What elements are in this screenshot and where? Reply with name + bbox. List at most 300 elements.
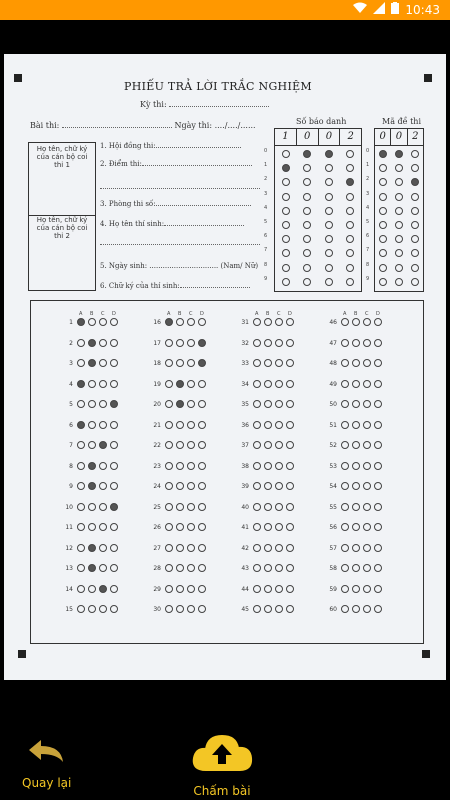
answer-grid	[31, 301, 423, 643]
answer-bubble	[176, 318, 184, 326]
answer-bubble	[77, 421, 85, 429]
ma-de-label: Mã đề thi	[382, 117, 422, 126]
id-digit-label: 9	[264, 275, 268, 282]
question-number: 51	[329, 421, 337, 429]
answer-bubble	[110, 339, 118, 347]
answer-bubble	[99, 482, 107, 490]
question-number: 1	[69, 319, 73, 326]
wifi-icon	[353, 2, 367, 17]
question-number: 27	[153, 544, 161, 552]
answer-bubble	[198, 523, 206, 531]
answer-bubble	[198, 605, 206, 613]
answer-bubble	[198, 544, 206, 552]
question-number: 23	[153, 462, 161, 470]
answer-bubble	[363, 380, 371, 388]
answer-bubble	[374, 400, 382, 408]
id-bubble	[411, 164, 419, 172]
choice-header: C	[101, 311, 105, 317]
answer-bubble	[77, 441, 85, 449]
answer-bubble	[363, 482, 371, 490]
sbd-label: Số báo danh	[296, 117, 347, 126]
id-bubble	[411, 150, 419, 158]
answer-bubble	[264, 503, 272, 511]
answer-bubble	[198, 585, 206, 593]
answer-bubble	[275, 544, 283, 552]
answer-bubble	[187, 523, 195, 531]
id-bubble	[379, 150, 387, 158]
sbd-grid	[274, 128, 362, 292]
answer-bubble	[341, 462, 349, 470]
answer-bubble	[286, 482, 294, 490]
answer-bubble	[352, 585, 360, 593]
answer-bubble	[286, 564, 294, 572]
answer-bubble	[286, 400, 294, 408]
sbd-cells	[275, 129, 361, 146]
id-bubble	[411, 264, 419, 272]
id-bubble	[282, 278, 290, 286]
answer-bubble	[374, 523, 382, 531]
answer-bubble	[275, 421, 283, 429]
question-number: 25	[153, 503, 161, 511]
id-bubble	[303, 193, 311, 201]
answer-bubble	[187, 318, 195, 326]
answer-bubble	[374, 421, 382, 429]
answer-bubble	[88, 523, 96, 531]
answer-bubble	[110, 585, 118, 593]
answer-bubble	[264, 523, 272, 531]
answer-bubble	[253, 523, 261, 531]
answer-bubble	[275, 339, 283, 347]
answer-bubble	[88, 318, 96, 326]
id-bubble	[411, 207, 419, 215]
answer-bubble	[88, 482, 96, 490]
answer-bubble	[165, 421, 173, 429]
ky-thi-label: Kỳ thi:	[140, 100, 269, 109]
answer-bubble	[275, 441, 283, 449]
id-bubble	[282, 249, 290, 257]
choice-header: B	[354, 311, 358, 317]
corner-marker	[18, 650, 26, 658]
answer-bubble	[99, 605, 107, 613]
question-number: 31	[241, 319, 249, 326]
answer-bubble	[187, 462, 195, 470]
answer-bubble	[341, 441, 349, 449]
question-number: 59	[329, 585, 337, 593]
answer-bubble	[77, 380, 85, 388]
answer-bubble	[110, 380, 118, 388]
field-diem-thi: 2. Điểm thi:	[100, 160, 265, 168]
question-number: 7	[69, 442, 73, 449]
answer-bubble	[198, 359, 206, 367]
answer-bubble	[286, 544, 294, 552]
id-bubble	[379, 278, 387, 286]
status-icons	[353, 2, 440, 17]
answer-bubble	[352, 544, 360, 552]
answer-bubble	[88, 339, 96, 347]
id-bubble	[395, 150, 403, 158]
answer-bubble	[88, 585, 96, 593]
answer-bubble	[176, 421, 184, 429]
field-line	[100, 244, 260, 245]
id-bubble	[325, 221, 333, 229]
answer-bubble	[352, 482, 360, 490]
answer-bubble	[176, 462, 184, 470]
answer-bubble	[363, 503, 371, 511]
answer-bubble	[352, 605, 360, 613]
id-bubble	[411, 221, 419, 229]
id-bubble	[325, 235, 333, 243]
field-ngay-sinh: 5. Ngày sinh: ............................... (Nam/ Nữ)	[100, 262, 259, 270]
answer-bubble	[264, 462, 272, 470]
answer-bubble	[352, 523, 360, 531]
answer-bubble	[165, 462, 173, 470]
answer-bubble	[77, 339, 85, 347]
answer-bubble	[253, 482, 261, 490]
id-digit-cell: 2	[412, 131, 419, 142]
id-bubble	[395, 249, 403, 257]
answer-bubble	[352, 318, 360, 326]
answer-bubble	[176, 503, 184, 511]
answer-bubble	[363, 544, 371, 552]
answer-bubble	[374, 339, 382, 347]
answer-bubble	[253, 318, 261, 326]
answer-bubble	[187, 482, 195, 490]
question-number: 48	[329, 360, 337, 367]
answer-bubble	[198, 339, 206, 347]
id-bubble	[282, 207, 290, 215]
question-number: 18	[153, 360, 161, 367]
answer-bubble	[165, 544, 173, 552]
id-bubble	[282, 164, 290, 172]
question-number: 33	[241, 360, 249, 367]
choice-header: D	[376, 311, 380, 317]
answer-bubble	[264, 544, 272, 552]
id-digit-label: 3	[264, 190, 268, 197]
question-number: 10	[65, 503, 73, 511]
answer-bubble	[88, 564, 96, 572]
id-digit-label: 7	[264, 247, 268, 254]
id-bubble	[346, 193, 354, 201]
question-number: 4	[69, 380, 73, 388]
id-digit-cell: 1	[275, 129, 297, 145]
answer-bubble	[275, 462, 283, 470]
answer-bubble	[99, 544, 107, 552]
answer-bubble	[341, 482, 349, 490]
answer-bubble	[99, 339, 107, 347]
answer-bubble	[88, 544, 96, 552]
answer-bubble	[165, 380, 173, 388]
id-digit-label: 0	[366, 148, 370, 154]
question-number: 47	[329, 339, 337, 347]
answer-bubble	[187, 585, 195, 593]
back-label: Quay lại	[22, 776, 72, 790]
answer-bubble	[99, 564, 107, 572]
answer-bubble	[341, 503, 349, 511]
question-number: 17	[153, 339, 161, 347]
answer-bubble	[165, 318, 173, 326]
answer-bubble	[264, 585, 272, 593]
answer-bubble	[176, 441, 184, 449]
answer-bubble	[110, 359, 118, 367]
question-number: 11	[65, 524, 73, 531]
answer-bubble	[110, 462, 118, 470]
answer-bubble	[352, 564, 360, 572]
question-number: 43	[241, 565, 249, 572]
answer-bubble	[253, 359, 261, 367]
id-bubble	[303, 207, 311, 215]
question-number: 3	[69, 360, 73, 367]
id-bubble	[325, 278, 333, 286]
made-grid	[374, 128, 424, 292]
answer-bubble	[352, 503, 360, 511]
answer-bubble	[374, 564, 382, 572]
corner-marker	[14, 74, 22, 82]
answer-bubble	[363, 318, 371, 326]
answer-bubble	[99, 318, 107, 326]
answer-bubble	[77, 359, 85, 367]
answer-bubble	[253, 544, 261, 552]
answer-bubble	[374, 544, 382, 552]
id-bubble	[395, 207, 403, 215]
answer-bubble	[99, 462, 107, 470]
answer-bubble	[374, 318, 382, 326]
answer-bubble	[110, 564, 118, 572]
answer-bubble	[165, 503, 173, 511]
id-bubble	[346, 150, 354, 158]
answer-bubble	[110, 605, 118, 613]
id-bubble	[325, 264, 333, 272]
answer-bubble	[286, 359, 294, 367]
answer-bubble	[264, 605, 272, 613]
answer-bubble	[286, 605, 294, 613]
answer-bubble	[88, 503, 96, 511]
answer-bubble	[187, 421, 195, 429]
id-bubble	[411, 193, 419, 201]
answer-bubble	[187, 564, 195, 572]
id-digit-label: 1	[366, 162, 370, 169]
id-bubble	[379, 178, 387, 186]
id-bubble	[346, 164, 354, 172]
question-number: 5	[69, 401, 73, 408]
question-number: 9	[69, 483, 73, 490]
id-bubble	[346, 278, 354, 286]
id-digit-label: 4	[366, 204, 370, 211]
id-bubble	[282, 235, 290, 243]
answer-bubble	[99, 441, 107, 449]
id-digit-label: 1	[264, 162, 268, 169]
field-phong-thi: 3. Phòng thi số:	[100, 200, 265, 208]
choice-header: A	[167, 311, 171, 317]
id-bubble	[411, 178, 419, 186]
question-number: 32	[241, 339, 249, 347]
answer-bubble	[264, 339, 272, 347]
id-bubble	[325, 207, 333, 215]
answer-area	[30, 300, 424, 644]
answer-bubble	[88, 380, 96, 388]
answer-bubble	[286, 380, 294, 388]
answer-bubble	[341, 400, 349, 408]
id-digit-cell: 0	[297, 129, 319, 145]
answer-bubble	[99, 523, 107, 531]
question-number: 2	[69, 339, 73, 347]
answer-bubble	[77, 482, 85, 490]
answer-bubble	[363, 564, 371, 572]
answer-bubble	[110, 503, 118, 511]
answer-bubble	[77, 523, 85, 531]
answer-bubble	[352, 359, 360, 367]
answer-bubble	[352, 441, 360, 449]
answer-bubble	[165, 400, 173, 408]
answer-bubble	[99, 380, 107, 388]
answer-bubble	[374, 605, 382, 613]
answer-bubble	[363, 421, 371, 429]
answer-bubble	[286, 339, 294, 347]
answer-bubble	[286, 503, 294, 511]
answer-bubble	[99, 585, 107, 593]
question-number: 60	[329, 606, 337, 613]
choice-header: C	[365, 311, 369, 317]
answer-bubble	[264, 318, 272, 326]
question-number: 41	[241, 524, 249, 531]
answer-bubble	[198, 441, 206, 449]
question-number: 16	[153, 319, 161, 326]
answer-bubble	[187, 380, 195, 388]
id-digit-cell: 0	[375, 129, 391, 145]
answer-bubble	[363, 462, 371, 470]
answer-bubble	[187, 605, 195, 613]
answer-bubble	[286, 462, 294, 470]
answer-bubble	[264, 421, 272, 429]
question-number: 8	[69, 462, 73, 470]
cloud-upload-icon	[190, 732, 254, 776]
answer-bubble	[363, 605, 371, 613]
question-number: 42	[241, 544, 249, 552]
id-bubble	[303, 178, 311, 186]
answer-bubble	[99, 503, 107, 511]
question-number: 22	[153, 442, 161, 449]
id-digit-label: 7	[366, 247, 370, 254]
answer-bubble	[341, 544, 349, 552]
choice-header: C	[277, 311, 281, 317]
answer-bubble	[187, 400, 195, 408]
undo-arrow-icon	[27, 738, 67, 768]
answer-bubble	[341, 359, 349, 367]
id-bubble	[303, 164, 311, 172]
answer-bubble	[88, 421, 96, 429]
question-number: 21	[153, 421, 161, 429]
id-bubble	[325, 178, 333, 186]
id-bubble	[303, 249, 311, 257]
id-bubble	[346, 178, 354, 186]
answer-bubble	[286, 421, 294, 429]
choice-header: D	[288, 311, 292, 317]
answer-bubble	[275, 359, 283, 367]
id-bubble	[346, 235, 354, 243]
answer-bubble	[275, 503, 283, 511]
answer-bubble	[187, 339, 195, 347]
choice-header: D	[200, 311, 204, 317]
status-time: 10:43	[405, 2, 440, 17]
answer-bubble	[176, 339, 184, 347]
question-number: 58	[329, 565, 337, 572]
answer-bubble	[363, 585, 371, 593]
answer-bubble	[275, 585, 283, 593]
question-number: 55	[329, 503, 337, 511]
answer-bubble	[187, 441, 195, 449]
question-number: 35	[241, 401, 249, 408]
submit-grade-button[interactable]	[190, 732, 254, 798]
answer-bubble	[374, 585, 382, 593]
answer-bubble	[176, 605, 184, 613]
question-number: 24	[153, 483, 161, 490]
id-digit-label: 2	[366, 176, 370, 183]
answer-bubble	[363, 523, 371, 531]
answer-bubble	[110, 400, 118, 408]
id-digit-label: 5	[264, 219, 268, 225]
id-bubble	[379, 264, 387, 272]
id-bubble	[282, 150, 290, 158]
answer-bubble	[110, 318, 118, 326]
id-bubble	[282, 178, 290, 186]
question-number: 52	[329, 442, 337, 449]
id-digit-label: 4	[264, 204, 268, 211]
answer-bubble	[110, 523, 118, 531]
choice-header: C	[189, 311, 193, 317]
answer-bubble	[165, 441, 173, 449]
answer-bubble	[165, 585, 173, 593]
answer-bubble	[352, 339, 360, 347]
id-bubble	[303, 221, 311, 229]
id-bubble	[395, 221, 403, 229]
answer-bubble	[363, 339, 371, 347]
answer-bubble	[275, 605, 283, 613]
question-number: 53	[329, 462, 337, 470]
answer-bubble	[253, 564, 261, 572]
id-bubble	[395, 278, 403, 286]
id-digit-label: 5	[366, 219, 370, 225]
answer-bubble	[352, 380, 360, 388]
question-number: 6	[69, 421, 73, 429]
answer-bubble	[253, 585, 261, 593]
answer-bubble	[264, 482, 272, 490]
id-bubble	[395, 193, 403, 201]
answer-bubble	[77, 318, 85, 326]
made-cells	[375, 129, 423, 146]
id-digit-label: 8	[264, 261, 268, 268]
question-number: 36	[241, 421, 249, 429]
answer-bubble	[275, 380, 283, 388]
answer-bubble	[286, 441, 294, 449]
answer-bubble	[341, 585, 349, 593]
answer-bubble	[88, 605, 96, 613]
field-chu-ky: 6. Chữ ký của thí sinh:	[100, 282, 270, 290]
back-button[interactable]	[22, 738, 71, 790]
answer-bubble	[374, 482, 382, 490]
answer-bubble	[187, 503, 195, 511]
choice-header: A	[255, 311, 259, 317]
id-bubble	[346, 264, 354, 272]
choice-header: B	[178, 311, 182, 317]
answer-bubble	[253, 400, 261, 408]
signal-icon	[373, 2, 385, 17]
id-bubble	[395, 235, 403, 243]
id-bubble	[282, 264, 290, 272]
question-number: 57	[329, 544, 337, 552]
question-number: 13	[65, 565, 73, 572]
id-digit-label: 3	[366, 190, 370, 197]
answer-bubble	[88, 462, 96, 470]
answer-bubble	[341, 523, 349, 531]
